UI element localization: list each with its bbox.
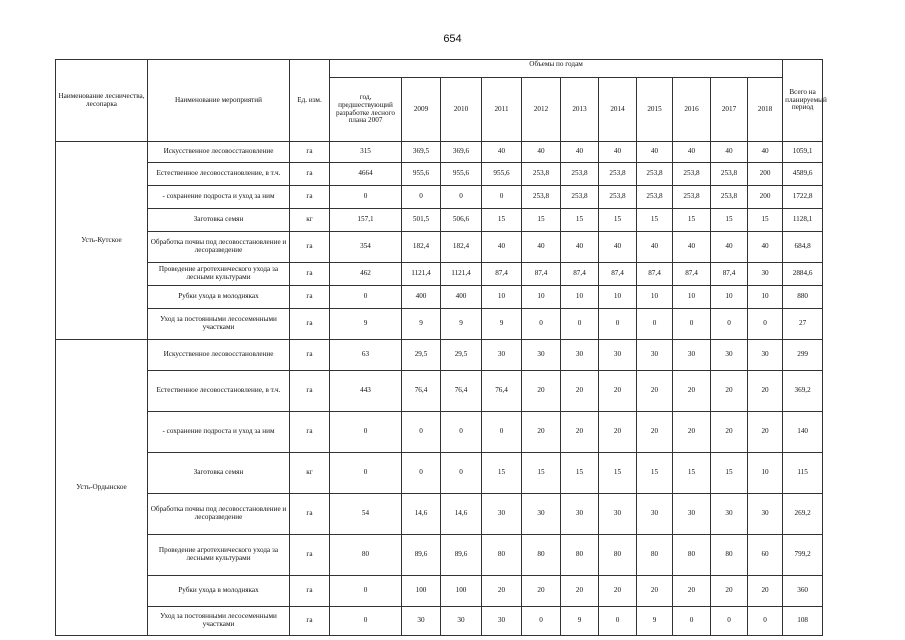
value-cell: 0 — [330, 412, 402, 453]
activity-name: Уход за постоянными лесосеменными участками — [148, 607, 290, 636]
value-cell: 253,8 — [522, 163, 561, 186]
value-cell: 0 — [599, 607, 637, 636]
value-cell: 30 — [482, 340, 522, 371]
value-cell: 87,4 — [599, 263, 637, 286]
forestry-name: Усть-Кутское — [56, 142, 148, 340]
total-cell: 27 — [783, 309, 823, 340]
value-cell: 40 — [711, 232, 748, 263]
value-cell: 253,8 — [561, 163, 599, 186]
value-cell: 0 — [748, 607, 783, 636]
value-cell: 443 — [330, 371, 402, 412]
value-cell: 20 — [599, 576, 637, 607]
page-number: 654 — [443, 33, 462, 45]
value-cell: 15 — [599, 453, 637, 494]
table-row — [56, 286, 823, 309]
value-cell: 10 — [482, 286, 522, 309]
value-cell: 20 — [522, 576, 561, 607]
unit-cell: га — [290, 232, 330, 263]
total-cell: 140 — [783, 412, 823, 453]
value-cell: 63 — [330, 340, 402, 371]
value-cell: 80 — [561, 535, 599, 576]
value-cell: 10 — [673, 286, 711, 309]
header-year: 2012 — [522, 78, 561, 142]
value-cell: 80 — [482, 535, 522, 576]
value-cell: 15 — [599, 209, 637, 232]
unit-cell: га — [290, 412, 330, 453]
value-cell: 182,4 — [441, 232, 482, 263]
value-cell: 0 — [711, 309, 748, 340]
value-cell: 200 — [748, 186, 783, 209]
value-cell: 955,6 — [441, 163, 482, 186]
value-cell: 30 — [522, 494, 561, 535]
header-year: 2010 — [441, 78, 482, 142]
activity-name: Уход за постоянными лесосеменными участками — [148, 309, 290, 340]
value-cell: 9 — [482, 309, 522, 340]
value-cell: 20 — [637, 412, 673, 453]
value-cell: 0 — [673, 309, 711, 340]
value-cell: 0 — [561, 309, 599, 340]
value-cell: 20 — [561, 371, 599, 412]
value-cell: 182,4 — [402, 232, 441, 263]
value-cell: 30 — [637, 340, 673, 371]
value-cell: 15 — [522, 209, 561, 232]
value-cell: 40 — [711, 142, 748, 163]
unit-cell: кг — [290, 209, 330, 232]
value-cell: 30 — [748, 340, 783, 371]
value-cell: 200 — [748, 163, 783, 186]
forest-activities-table — [55, 59, 827, 636]
value-cell: 40 — [522, 142, 561, 163]
table-row — [56, 186, 823, 209]
value-cell: 80 — [673, 535, 711, 576]
value-cell: 462 — [330, 263, 402, 286]
value-cell: 30 — [522, 340, 561, 371]
value-cell: 76,4 — [441, 371, 482, 412]
value-cell: 40 — [482, 232, 522, 263]
unit-cell: га — [290, 371, 330, 412]
value-cell: 15 — [561, 209, 599, 232]
total-cell: 1128,1 — [783, 209, 823, 232]
value-cell: 80 — [599, 535, 637, 576]
value-cell: 0 — [522, 607, 561, 636]
activity-name: Заготовка семян — [148, 209, 290, 232]
activity-name: Естественное лесовосстановление, в т.ч. — [148, 371, 290, 412]
activity-name: Рубки ухода в молодняках — [148, 286, 290, 309]
table-row — [56, 607, 823, 636]
value-cell: 20 — [599, 371, 637, 412]
header-year: 2017 — [711, 78, 748, 142]
value-cell: 30 — [711, 494, 748, 535]
value-cell: 30 — [599, 340, 637, 371]
unit-cell: га — [290, 142, 330, 163]
total-cell: 369,2 — [783, 371, 823, 412]
value-cell: 0 — [482, 186, 522, 209]
value-cell: 0 — [330, 286, 402, 309]
total-cell: 115 — [783, 453, 823, 494]
value-cell: 0 — [402, 186, 441, 209]
header-total: Всего на планируемый период — [783, 60, 823, 142]
value-cell: 20 — [522, 371, 561, 412]
value-cell: 15 — [711, 453, 748, 494]
value-cell: 0 — [402, 453, 441, 494]
value-cell: 87,4 — [561, 263, 599, 286]
value-cell: 40 — [673, 142, 711, 163]
table-row — [56, 263, 823, 286]
value-cell: 369,6 — [441, 142, 482, 163]
value-cell: 76,4 — [402, 371, 441, 412]
value-cell: 15 — [637, 453, 673, 494]
unit-cell: га — [290, 186, 330, 209]
header-year: 2015 — [637, 78, 673, 142]
header-year: 2011 — [482, 78, 522, 142]
value-cell: 253,8 — [711, 186, 748, 209]
activity-name: - сохранение подроста и уход за ним — [148, 412, 290, 453]
value-cell: 10 — [561, 286, 599, 309]
value-cell: 20 — [561, 576, 599, 607]
header-year: 2016 — [673, 78, 711, 142]
total-cell: 1722,8 — [783, 186, 823, 209]
value-cell: 0 — [482, 412, 522, 453]
value-cell: 87,4 — [711, 263, 748, 286]
value-cell: 40 — [748, 232, 783, 263]
unit-cell: га — [290, 576, 330, 607]
value-cell: 20 — [673, 576, 711, 607]
header-activity: Наименование мероприятий — [148, 60, 290, 142]
unit-cell: га — [290, 607, 330, 636]
value-cell: 100 — [441, 576, 482, 607]
header-year: 2009 — [402, 78, 441, 142]
unit-cell: га — [290, 340, 330, 371]
value-cell: 10 — [748, 286, 783, 309]
header-forestry: Наименование лесничества, лесопарка — [56, 60, 148, 142]
activity-name: Искусственное лесовосстановление — [148, 340, 290, 371]
value-cell: 1121,4 — [441, 263, 482, 286]
value-cell: 89,6 — [441, 535, 482, 576]
total-cell: 108 — [783, 607, 823, 636]
value-cell: 40 — [522, 232, 561, 263]
value-cell: 20 — [637, 371, 673, 412]
value-cell: 54 — [330, 494, 402, 535]
value-cell: 10 — [637, 286, 673, 309]
total-cell: 4589,6 — [783, 163, 823, 186]
total-cell: 880 — [783, 286, 823, 309]
value-cell: 40 — [637, 232, 673, 263]
unit-cell: кг — [290, 453, 330, 494]
header-volumes-by-year: Объемы по годам — [330, 60, 783, 78]
value-cell: 157,1 — [330, 209, 402, 232]
value-cell: 30 — [673, 494, 711, 535]
table-row — [56, 494, 823, 535]
header-year: 2014 — [599, 78, 637, 142]
value-cell: 10 — [711, 286, 748, 309]
value-cell: 0 — [330, 576, 402, 607]
activity-name: - сохранение подроста и уход за ним — [148, 186, 290, 209]
value-cell: 30 — [441, 607, 482, 636]
value-cell: 40 — [748, 142, 783, 163]
value-cell: 29,5 — [402, 340, 441, 371]
value-cell: 40 — [561, 142, 599, 163]
value-cell: 369,5 — [402, 142, 441, 163]
table-body — [56, 142, 823, 636]
total-cell: 269,2 — [783, 494, 823, 535]
activity-name: Рубки ухода в молодняках — [148, 576, 290, 607]
table-row — [56, 453, 823, 494]
value-cell: 0 — [441, 453, 482, 494]
value-cell: 30 — [402, 607, 441, 636]
value-cell: 89,6 — [402, 535, 441, 576]
value-cell: 30 — [637, 494, 673, 535]
value-cell: 87,4 — [482, 263, 522, 286]
value-cell: 80 — [637, 535, 673, 576]
value-cell: 0 — [441, 412, 482, 453]
activity-name: Обработка почвы под лесовосстановление и лесоразведение — [148, 494, 290, 535]
value-cell: 40 — [561, 232, 599, 263]
total-cell: 1059,1 — [783, 142, 823, 163]
value-cell: 9 — [561, 607, 599, 636]
unit-cell: га — [290, 263, 330, 286]
value-cell: 15 — [673, 453, 711, 494]
value-cell: 20 — [711, 371, 748, 412]
total-cell: 360 — [783, 576, 823, 607]
value-cell: 40 — [599, 232, 637, 263]
table-row — [56, 340, 823, 371]
value-cell: 87,4 — [673, 263, 711, 286]
value-cell: 253,8 — [561, 186, 599, 209]
table-row — [56, 209, 823, 232]
value-cell: 0 — [673, 607, 711, 636]
unit-cell: га — [290, 494, 330, 535]
value-cell: 15 — [748, 209, 783, 232]
value-cell: 14,6 — [402, 494, 441, 535]
activity-name: Естественное лесовосстановление, в т.ч. — [148, 163, 290, 186]
total-cell: 799,2 — [783, 535, 823, 576]
value-cell: 0 — [441, 186, 482, 209]
header-year: год, предшествующий разработке лесного плана 2007 — [330, 78, 402, 142]
value-cell: 0 — [522, 309, 561, 340]
value-cell: 253,8 — [673, 163, 711, 186]
table-row — [56, 535, 823, 576]
value-cell: 30 — [561, 494, 599, 535]
value-cell: 10 — [748, 453, 783, 494]
value-cell: 20 — [711, 412, 748, 453]
value-cell: 30 — [482, 494, 522, 535]
value-cell: 501,5 — [402, 209, 441, 232]
value-cell: 40 — [673, 232, 711, 263]
table-row — [56, 371, 823, 412]
value-cell: 0 — [599, 309, 637, 340]
value-cell: 20 — [482, 576, 522, 607]
value-cell: 87,4 — [522, 263, 561, 286]
value-cell: 253,8 — [637, 163, 673, 186]
value-cell: 0 — [330, 607, 402, 636]
value-cell: 0 — [402, 412, 441, 453]
value-cell: 955,6 — [482, 163, 522, 186]
value-cell: 9 — [637, 607, 673, 636]
value-cell: 76,4 — [482, 371, 522, 412]
value-cell: 253,8 — [599, 186, 637, 209]
value-cell: 20 — [748, 576, 783, 607]
value-cell: 30 — [561, 340, 599, 371]
value-cell: 15 — [482, 209, 522, 232]
value-cell: 1121,4 — [402, 263, 441, 286]
value-cell: 40 — [599, 142, 637, 163]
value-cell: 30 — [748, 263, 783, 286]
value-cell: 354 — [330, 232, 402, 263]
value-cell: 253,8 — [522, 186, 561, 209]
value-cell: 29,5 — [441, 340, 482, 371]
value-cell: 40 — [482, 142, 522, 163]
header-year: 2018 — [748, 78, 783, 142]
value-cell: 30 — [599, 494, 637, 535]
value-cell: 20 — [561, 412, 599, 453]
value-cell: 20 — [637, 576, 673, 607]
table-row — [56, 232, 823, 263]
total-cell: 2884,6 — [783, 263, 823, 286]
header-year: 2013 — [561, 78, 599, 142]
value-cell: 10 — [599, 286, 637, 309]
activity-name: Заготовка семян — [148, 453, 290, 494]
value-cell: 15 — [711, 209, 748, 232]
value-cell: 20 — [673, 412, 711, 453]
table-row — [56, 412, 823, 453]
value-cell: 20 — [522, 412, 561, 453]
value-cell: 20 — [673, 371, 711, 412]
value-cell: 955,6 — [402, 163, 441, 186]
activity-name: Искусственное лесовосстановление — [148, 142, 290, 163]
table-row — [56, 576, 823, 607]
value-cell: 10 — [522, 286, 561, 309]
value-cell: 0 — [748, 309, 783, 340]
value-cell: 15 — [561, 453, 599, 494]
value-cell: 15 — [482, 453, 522, 494]
value-cell: 15 — [522, 453, 561, 494]
value-cell: 506,6 — [441, 209, 482, 232]
activity-name: Проведение агротехнического ухода за лесными культурами — [148, 263, 290, 286]
value-cell: 400 — [402, 286, 441, 309]
activity-name: Проведение агротехнического ухода за лесными культурами — [148, 535, 290, 576]
value-cell: 80 — [522, 535, 561, 576]
value-cell: 80 — [330, 535, 402, 576]
value-cell: 9 — [402, 309, 441, 340]
value-cell: 0 — [330, 186, 402, 209]
value-cell: 30 — [482, 607, 522, 636]
value-cell: 15 — [673, 209, 711, 232]
table-row — [56, 309, 823, 340]
activity-name: Обработка почвы под лесовосстановление и лесоразведение — [148, 232, 290, 263]
unit-cell: га — [290, 163, 330, 186]
value-cell: 0 — [330, 453, 402, 494]
value-cell: 30 — [673, 340, 711, 371]
total-cell: 684,8 — [783, 232, 823, 263]
total-cell: 299 — [783, 340, 823, 371]
unit-cell: га — [290, 286, 330, 309]
value-cell: 9 — [441, 309, 482, 340]
value-cell: 20 — [599, 412, 637, 453]
unit-cell: га — [290, 309, 330, 340]
unit-cell: га — [290, 535, 330, 576]
value-cell: 40 — [637, 142, 673, 163]
value-cell: 15 — [637, 209, 673, 232]
value-cell: 0 — [711, 607, 748, 636]
value-cell: 20 — [748, 412, 783, 453]
value-cell: 20 — [711, 576, 748, 607]
value-cell: 253,8 — [711, 163, 748, 186]
value-cell: 9 — [330, 309, 402, 340]
table-row — [56, 163, 823, 186]
value-cell: 315 — [330, 142, 402, 163]
value-cell: 4664 — [330, 163, 402, 186]
value-cell: 20 — [748, 371, 783, 412]
value-cell: 253,8 — [673, 186, 711, 209]
value-cell: 60 — [748, 535, 783, 576]
value-cell: 253,8 — [637, 186, 673, 209]
value-cell: 80 — [711, 535, 748, 576]
value-cell: 14,6 — [441, 494, 482, 535]
value-cell: 400 — [441, 286, 482, 309]
value-cell: 30 — [711, 340, 748, 371]
value-cell: 87,4 — [637, 263, 673, 286]
value-cell: 30 — [748, 494, 783, 535]
value-cell: 100 — [402, 576, 441, 607]
value-cell: 0 — [637, 309, 673, 340]
forestry-name: Усть-Ордынское — [56, 340, 148, 636]
table-row — [56, 142, 823, 163]
header-unit: Ед. изм. — [290, 60, 330, 142]
value-cell: 253,8 — [599, 163, 637, 186]
